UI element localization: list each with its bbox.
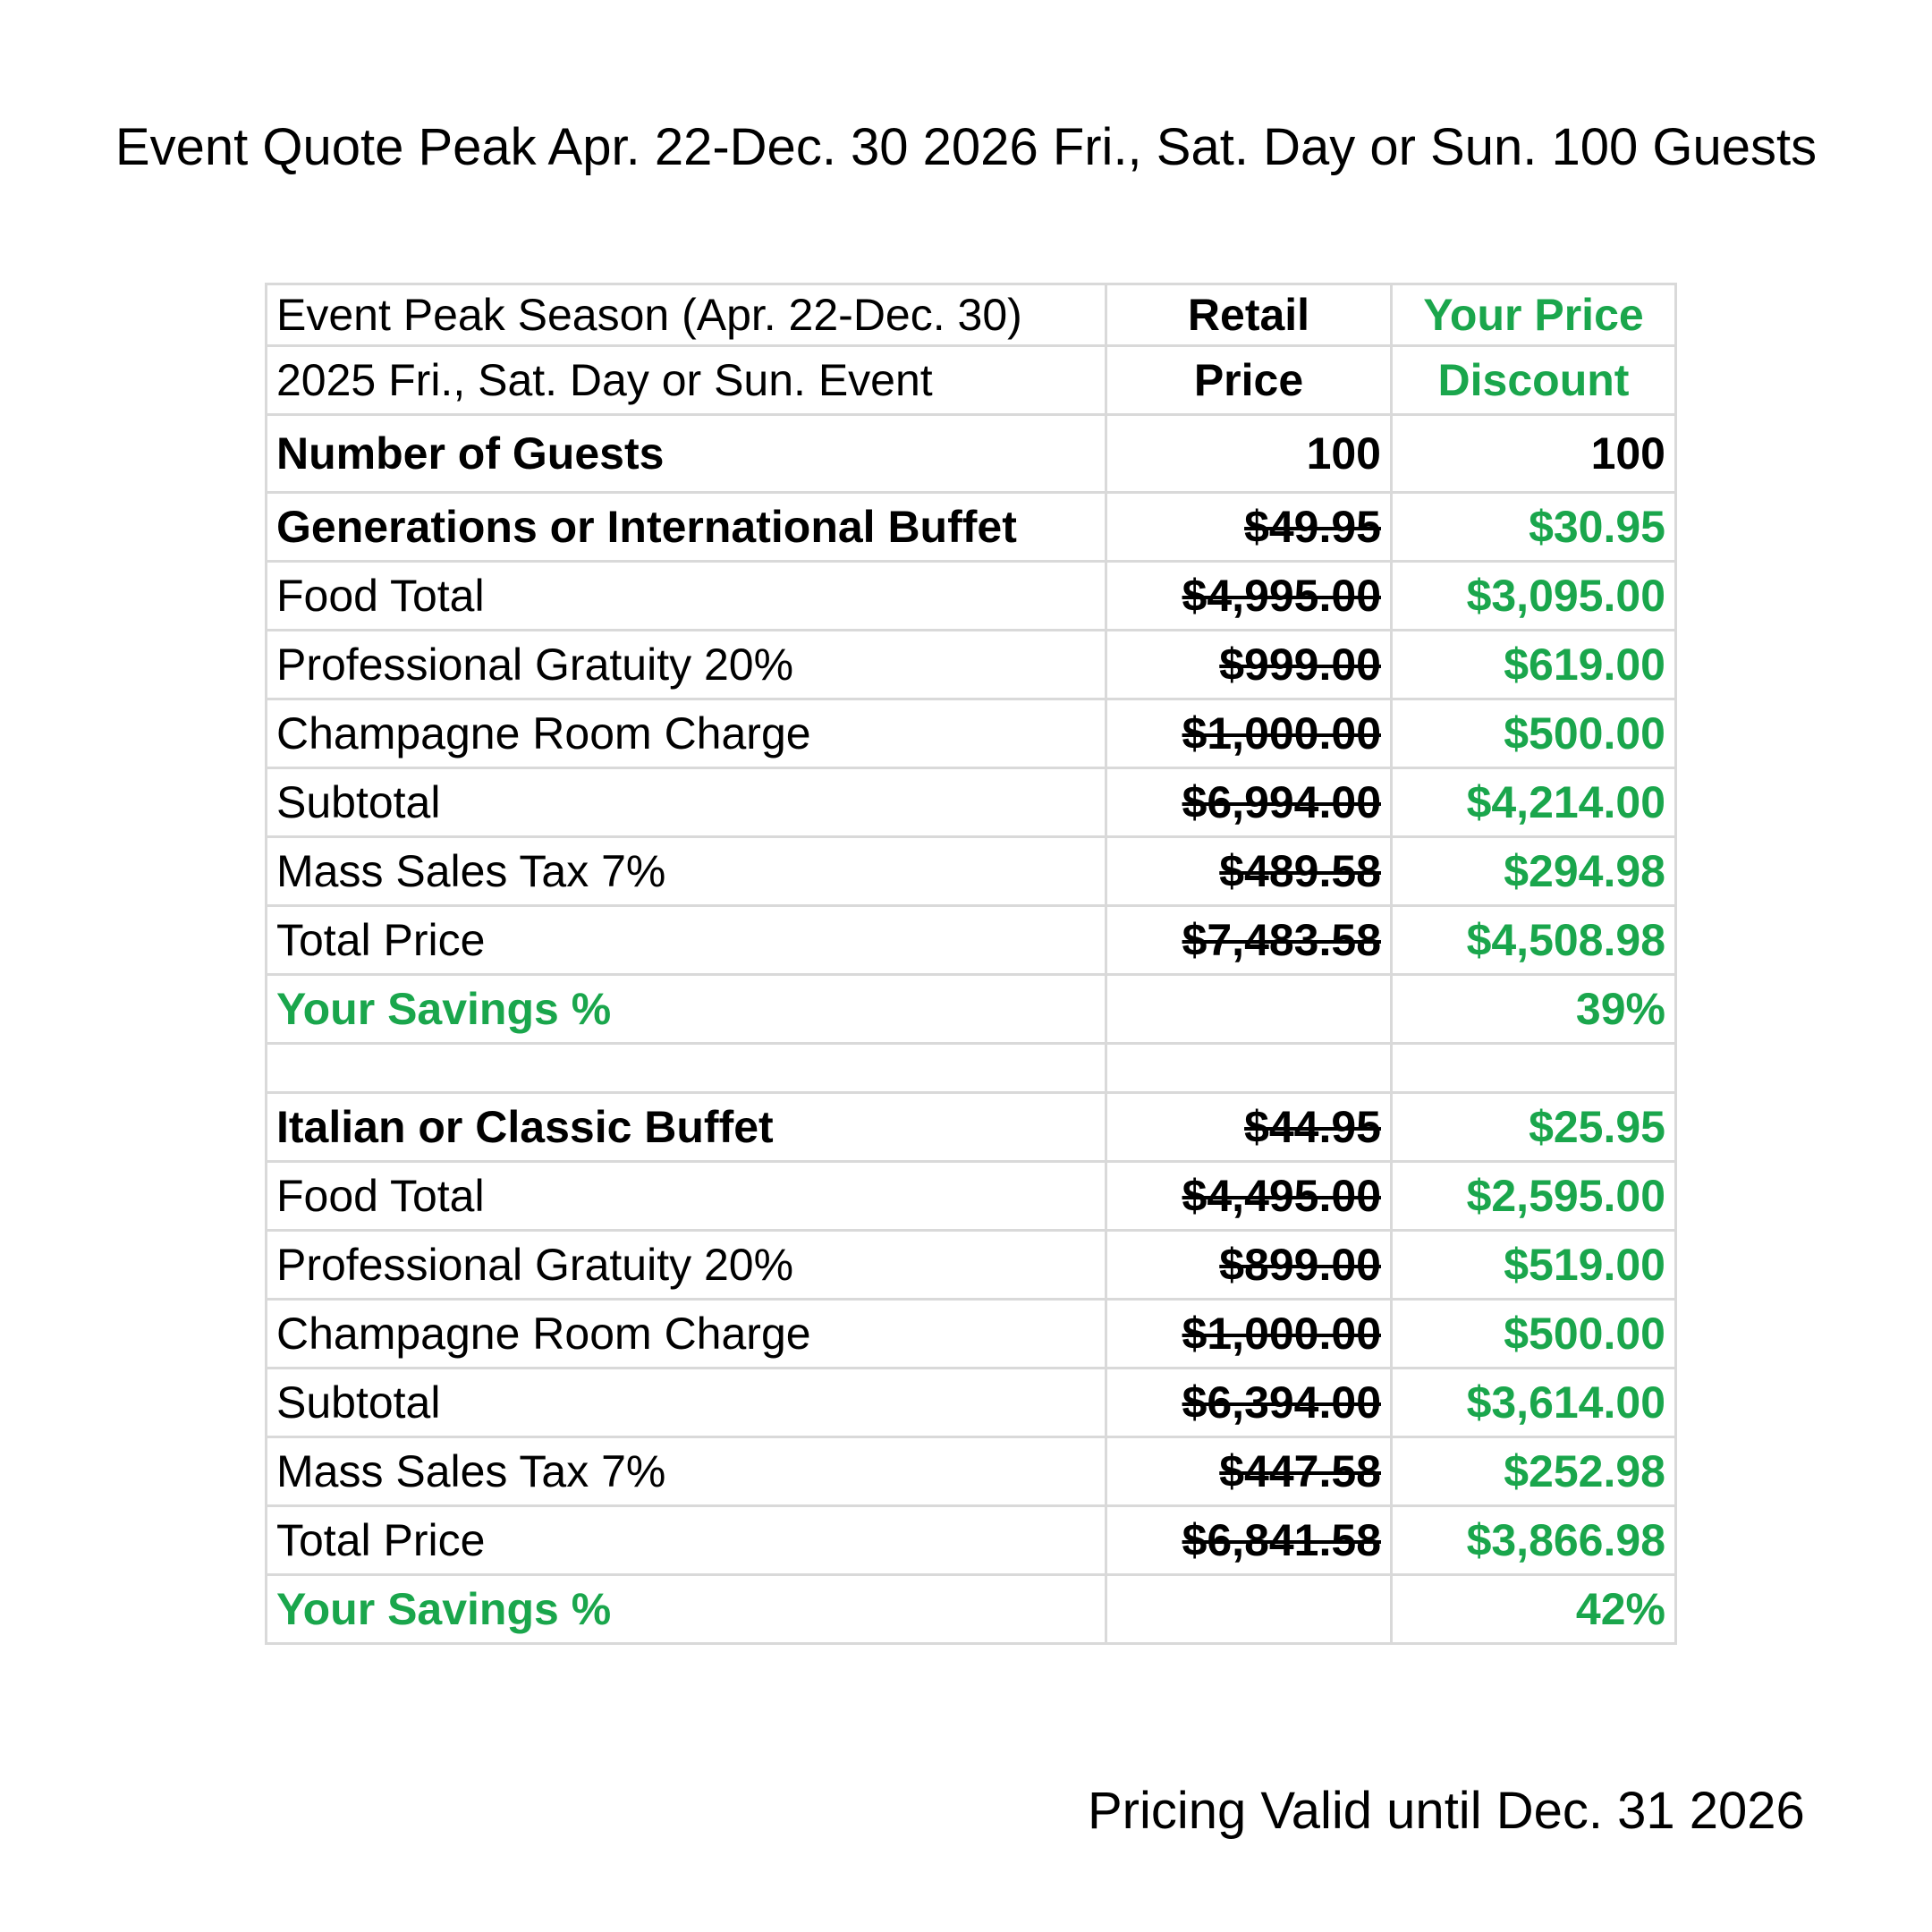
- row-retail: $6,394.00: [1106, 1368, 1392, 1437]
- row-retail: $4,495.00: [1106, 1162, 1392, 1231]
- savings-retail-empty: [1106, 1575, 1392, 1644]
- savings-value: 39%: [1392, 975, 1676, 1044]
- row-retail: $899.00: [1106, 1231, 1392, 1300]
- spacer-row: [267, 1044, 1676, 1093]
- savings-value: 42%: [1392, 1575, 1676, 1644]
- row-label: Champagne Room Charge: [267, 699, 1106, 768]
- header-row-2: [267, 346, 1676, 415]
- table-row: [267, 768, 1676, 837]
- section-1-name: Generations or International Buffet: [267, 493, 1106, 562]
- row-yours: $3,614.00: [1392, 1368, 1676, 1437]
- row-retail: $1,000.00: [1106, 699, 1392, 768]
- savings-label: Your Savings %: [267, 1575, 1106, 1644]
- row-yours: $619.00: [1392, 631, 1676, 699]
- row-label: Total Price: [267, 906, 1106, 975]
- season-header-line2: 2025 Fri., Sat. Day or Sun. Event: [267, 346, 1106, 415]
- savings-label: Your Savings %: [267, 975, 1106, 1044]
- row-retail: $1,000.00: [1106, 1300, 1392, 1368]
- table-row: [267, 562, 1676, 631]
- section-1-savings-row: [267, 975, 1676, 1044]
- row-retail: $4,995.00: [1106, 562, 1392, 631]
- row-label: Mass Sales Tax 7%: [267, 1437, 1106, 1506]
- row-retail: $489.58: [1106, 837, 1392, 906]
- row-retail: $7,483.58: [1106, 906, 1392, 975]
- table-row: [267, 631, 1676, 699]
- table-row: [267, 1368, 1676, 1437]
- table-row: [267, 1231, 1676, 1300]
- page-title: Event Quote Peak Apr. 22-Dec. 30 2026 Fri., Sat. Day or Sun. 100 Guests: [114, 118, 1818, 176]
- spacer-cell: [1106, 1044, 1392, 1093]
- guests-retail: 100: [1106, 415, 1392, 493]
- guests-row: [267, 415, 1676, 493]
- your-price-header-line1: Your Price: [1392, 284, 1676, 346]
- row-yours: $4,508.98: [1392, 906, 1676, 975]
- guests-label: Number of Guests: [267, 415, 1106, 493]
- row-label: Champagne Room Charge: [267, 1300, 1106, 1368]
- table-row: [267, 1300, 1676, 1368]
- row-yours: $4,214.00: [1392, 768, 1676, 837]
- table-row: [267, 837, 1676, 906]
- retail-price-header-line2: Price: [1106, 346, 1392, 415]
- row-yours: $500.00: [1392, 699, 1676, 768]
- section-2-savings-row: [267, 1575, 1676, 1644]
- season-header-line1: Event Peak Season (Apr. 22-Dec. 30): [267, 284, 1106, 346]
- row-yours: $519.00: [1392, 1231, 1676, 1300]
- savings-retail-empty: [1106, 975, 1392, 1044]
- row-yours: $3,866.98: [1392, 1506, 1676, 1575]
- row-label: Food Total: [267, 562, 1106, 631]
- section-2-name: Italian or Classic Buffet: [267, 1093, 1106, 1162]
- table-row: [267, 1506, 1676, 1575]
- pricing-validity-note: Pricing Valid until Dec. 31 2026: [1088, 1782, 1805, 1840]
- guests-yours: 100: [1392, 415, 1676, 493]
- row-label: Professional Gratuity 20%: [267, 1231, 1106, 1300]
- section-1-retail-rate: $49.95: [1106, 493, 1392, 562]
- quote-table: [265, 283, 1677, 1645]
- row-yours: $294.98: [1392, 837, 1676, 906]
- row-label: Total Price: [267, 1506, 1106, 1575]
- section-2-retail-rate: $44.95: [1106, 1093, 1392, 1162]
- row-retail: $999.00: [1106, 631, 1392, 699]
- retail-price-header-line1: Retail: [1106, 284, 1392, 346]
- section-1-your-rate: $30.95: [1392, 493, 1676, 562]
- row-label: Subtotal: [267, 768, 1106, 837]
- row-yours: $252.98: [1392, 1437, 1676, 1506]
- row-yours: $2,595.00: [1392, 1162, 1676, 1231]
- row-yours: $500.00: [1392, 1300, 1676, 1368]
- header-row-1: [267, 284, 1676, 346]
- your-price-header-line2: Discount: [1392, 346, 1676, 415]
- row-label: Subtotal: [267, 1368, 1106, 1437]
- row-retail: $6,841.58: [1106, 1506, 1392, 1575]
- spacer-cell: [1392, 1044, 1676, 1093]
- row-retail: $6,994.00: [1106, 768, 1392, 837]
- row-label: Professional Gratuity 20%: [267, 631, 1106, 699]
- table-row: [267, 699, 1676, 768]
- row-label: Mass Sales Tax 7%: [267, 837, 1106, 906]
- table-row: [267, 1162, 1676, 1231]
- section-2-rate-row: [267, 1093, 1676, 1162]
- table-row: [267, 906, 1676, 975]
- row-retail: $447.58: [1106, 1437, 1392, 1506]
- row-yours: $3,095.00: [1392, 562, 1676, 631]
- row-label: Food Total: [267, 1162, 1106, 1231]
- spacer-cell: [267, 1044, 1106, 1093]
- section-2-your-rate: $25.95: [1392, 1093, 1676, 1162]
- table-row: [267, 1437, 1676, 1506]
- section-1-rate-row: [267, 493, 1676, 562]
